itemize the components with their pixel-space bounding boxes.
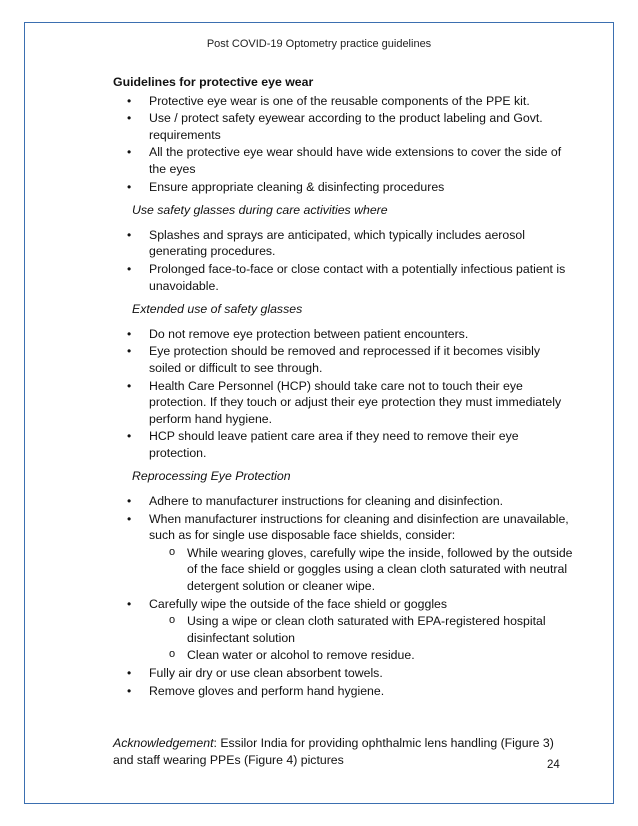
- sub-list-item: o Using a wipe or clean cloth saturated with EPA-registered hospital disinfectant solution: [149, 613, 573, 646]
- list-item-text: When manufacturer instructions for cleaning and disinfection are unavailable, such as for single use disposable face shields, consider:: [149, 511, 569, 543]
- list-item: • Fully air dry or use clean absorbent towels.: [113, 665, 573, 682]
- sub-list: [149, 545, 573, 595]
- bullet-list-use: [113, 227, 573, 294]
- list-item-text: Carefully wipe the outside of the face shield or goggles: [149, 596, 448, 611]
- list-item: • Ensure appropriate cleaning & disinfecting procedures: [113, 179, 573, 196]
- acknowledgement: [113, 735, 573, 768]
- list-item: • Do not remove eye protection between patient encounters.: [113, 326, 573, 343]
- list-item: • Eye protection should be removed and reprocessed if it becomes visibly soiled or difficult to see through.: [113, 343, 573, 376]
- list-item: • Splashes and sprays are anticipated, which typically includes aerosol generating procedures.: [113, 227, 573, 260]
- document-body: [113, 74, 573, 768]
- subheading-extended-use: Extended use of safety glasses: [132, 302, 303, 317]
- subheading-safety-glasses-use: Use safety glasses during care activities where: [132, 203, 388, 218]
- list-item: • All the protective eye wear should have wide extensions to cover the side of the eyes: [113, 144, 573, 177]
- page-header: Post COVID-19 Optometry practice guidelines: [206, 38, 432, 50]
- section-heading: Guidelines for protective eye wear: [113, 75, 314, 89]
- bullet-list-general: [113, 93, 573, 196]
- subheading-reprocessing: Reprocessing Eye Protection: [132, 469, 291, 484]
- list-item: • Use / protect safety eyewear according to the product labeling and Govt. requirements: [113, 110, 573, 143]
- sub-list-item: o Clean water or alcohol to remove residue.: [149, 647, 573, 664]
- list-item: • Protective eye wear is one of the reusable components of the PPE kit.: [113, 93, 573, 110]
- page-number: 24: [547, 759, 560, 771]
- acknowledgement-text: : Essilor India for providing ophthalmic lens handling (Figure 3) and staff wearing PPEs (Figure 4) pictures: [113, 736, 554, 767]
- list-item: • Remove gloves and perform hand hygiene.: [113, 683, 573, 700]
- list-item: [113, 596, 573, 664]
- sub-list-item: o While wearing gloves, carefully wipe the inside, followed by the outside of the face shield or goggles using a clean cloth saturated with neutral detergent solution or cleaner wipe.: [149, 545, 573, 595]
- list-item: • Prolonged face-to-face or close contact with a potentially infectious patient is unavoidable.: [113, 261, 573, 294]
- acknowledgement-label: Acknowledgement: [113, 736, 214, 751]
- list-item: • Adhere to manufacturer instructions for cleaning and disinfection.: [113, 493, 573, 510]
- bullet-list-extended: [113, 326, 573, 462]
- list-item: [113, 511, 573, 595]
- bullet-list-reprocessing: [113, 493, 573, 699]
- list-item: • HCP should leave patient care area if they need to remove their eye protection.: [113, 428, 573, 461]
- sub-list: [149, 613, 573, 664]
- list-item: • Health Care Personnel (HCP) should take care not to touch their eye protection. If they touch or adjust their eye protection they must immediately perform hand hygiene.: [113, 378, 573, 428]
